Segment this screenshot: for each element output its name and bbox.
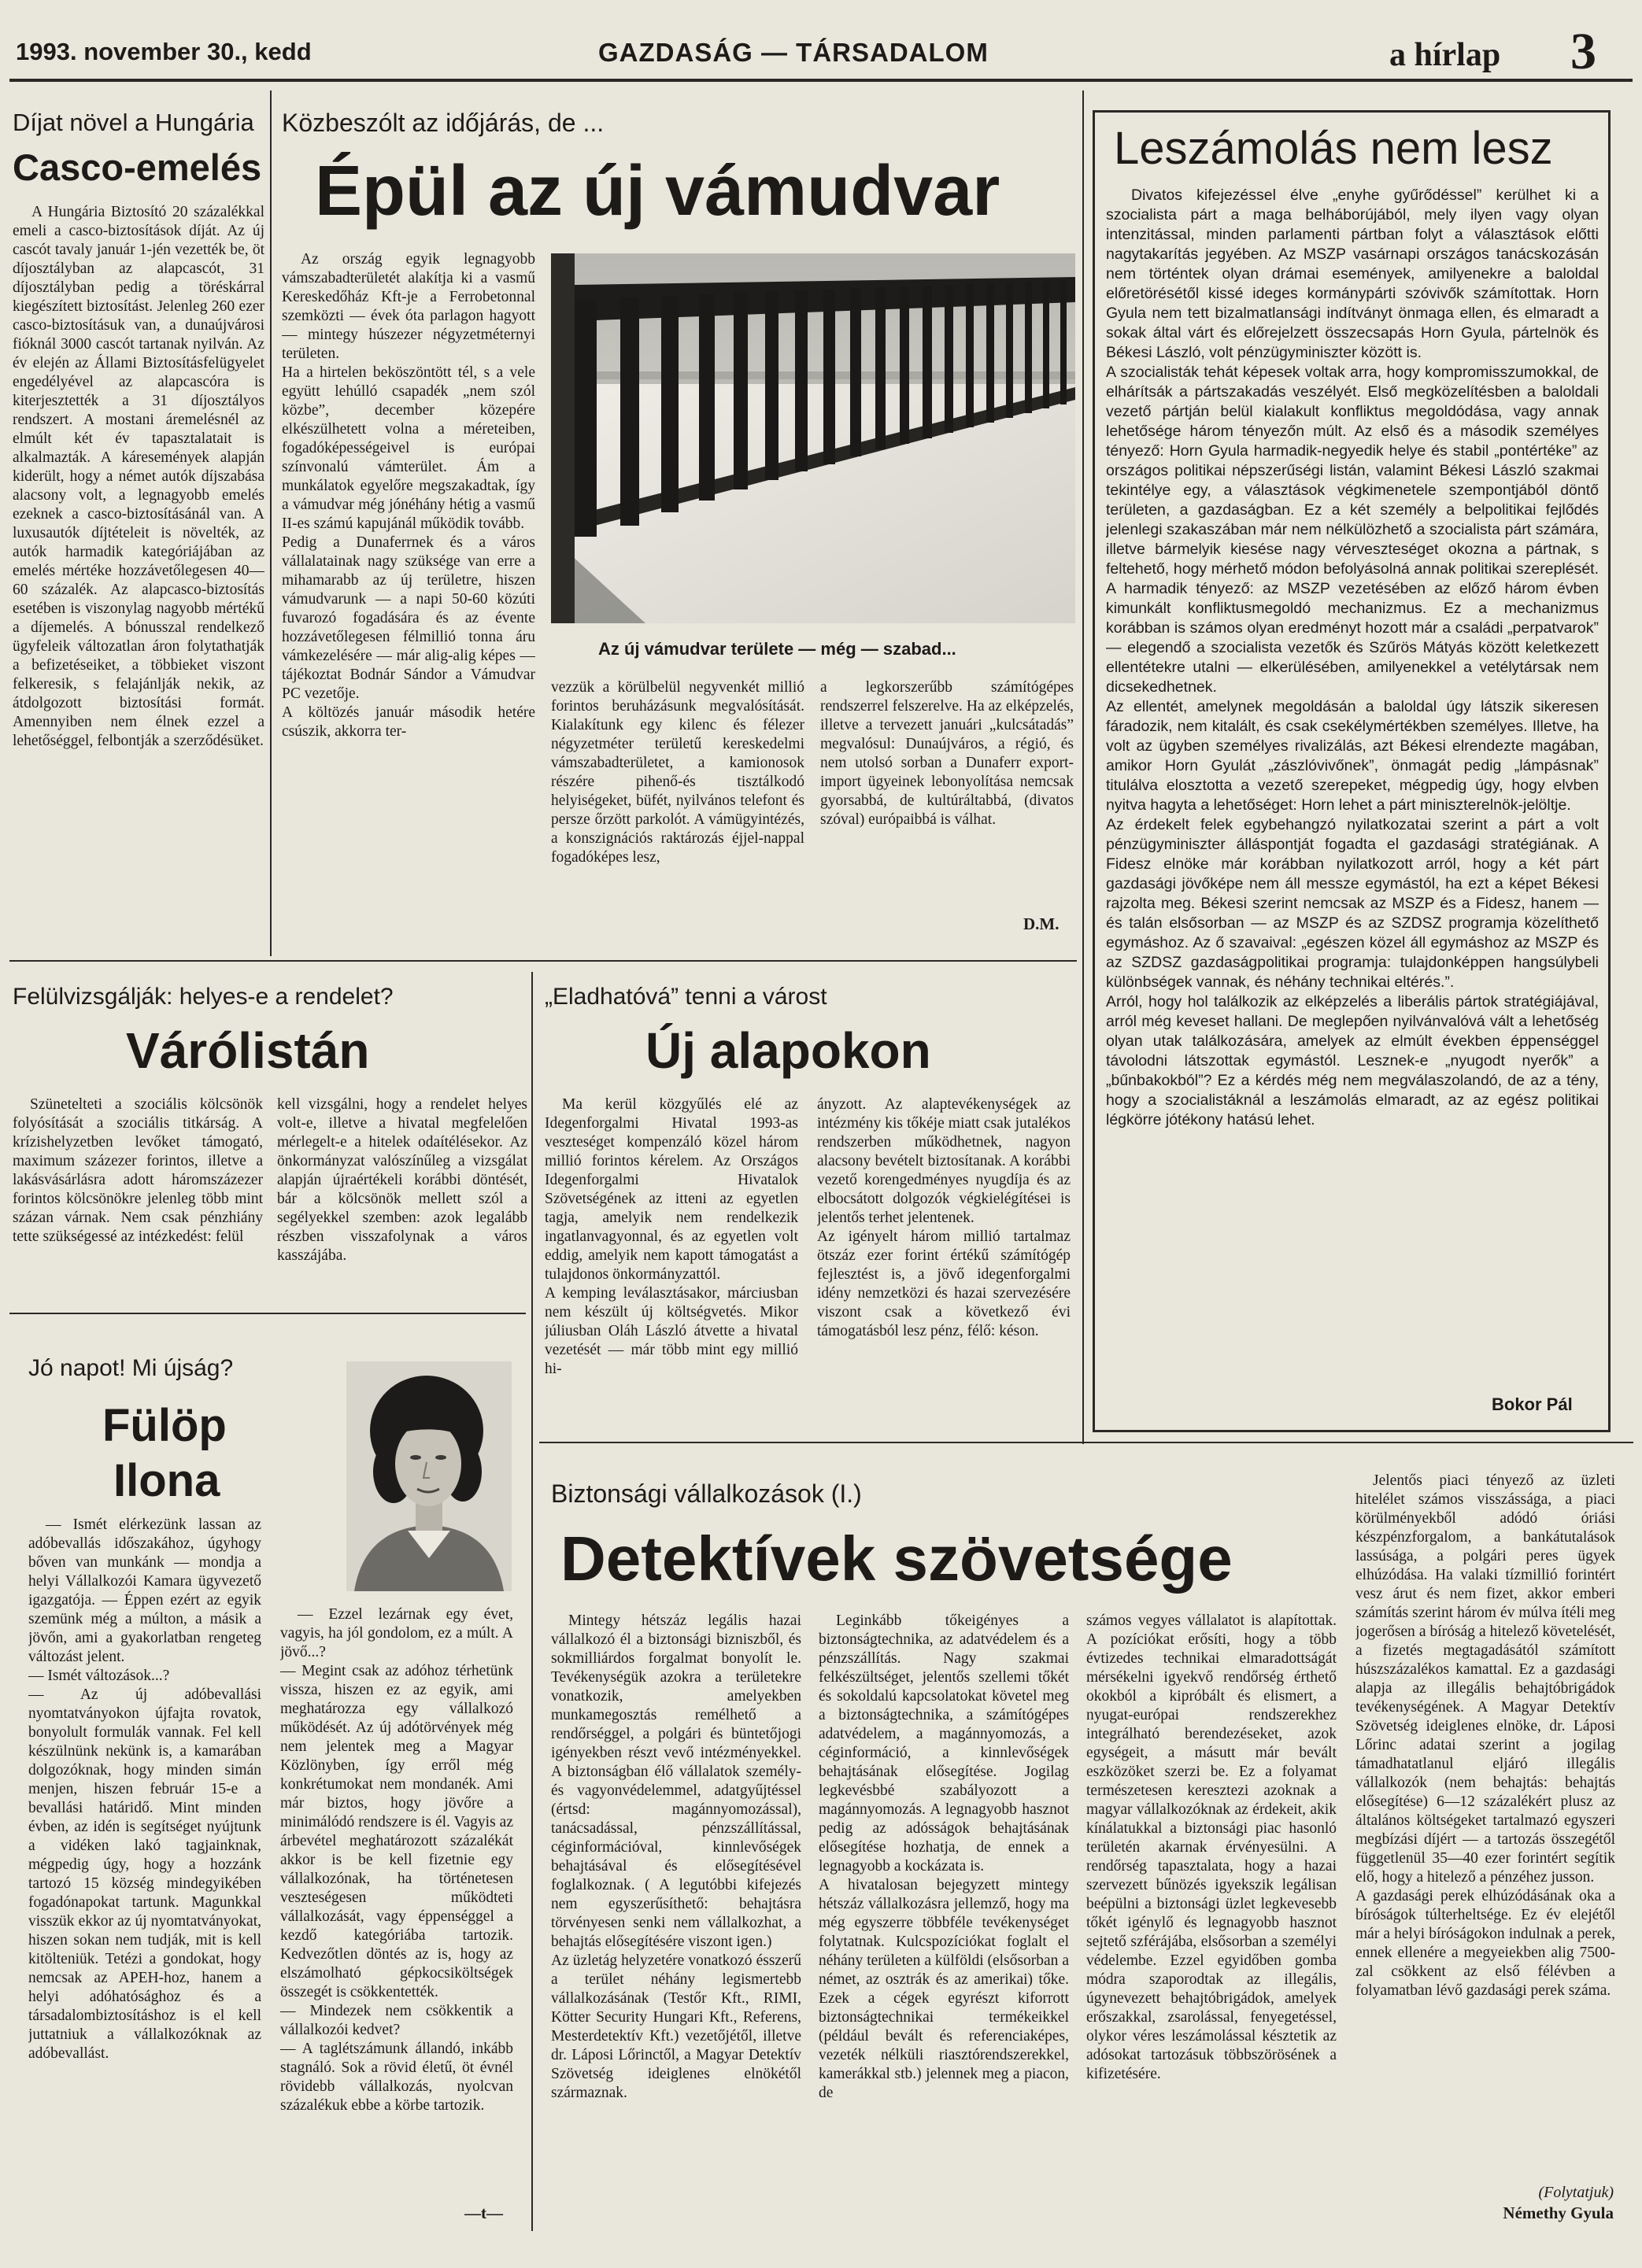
varolistan-kicker: Felülvizsgálják: helyes-e a rendelet? xyxy=(13,984,394,1010)
detektivek-headline: Detektívek szövetsége xyxy=(560,1524,1233,1594)
varolistan-col2: kell vizsgálni, hogy a rendelet helyes volt-e, illetve a hivatal megfelelően mérlegelt-e a hitelek odaítélésekor. Az önkormányzat valószínűleg a vizsgálat alapján újraértékeli korábbi döntését, bár a kölcsönök mellett szól a segélyekkel szemben: azok legalább részben visszafolynak a város kasszájába. xyxy=(277,1096,527,1264)
interview-kicker: Jó napot! Mi újság? xyxy=(28,1355,234,1381)
section-rule-detektivek xyxy=(539,1442,1633,1443)
ujalapokon-col1: Ma kerül közgyűlés elé az Idegenforgalmi Hivatal 1993-as veszteséget kompenzáló közel három millió forintos kérelem. Az Országos Idegenforgalmi Hivatalok Szövetségének az itteni az egyetlen tagja, amelyik nem rendelkezik ingatlanvagyonnal, és az egyetlen volt eddig, amelyik nem kapott támogatást a tulajdonos önkormányzattól. A kemping leválasztásakor, márciusban nem készült új költségvetés. Mikor júliusban Oláh László átvette a hivatal vezetését — már több mint egy millió hi- xyxy=(545,1096,798,1377)
masthead-section: GAZDASÁG — TÁRSADALOM xyxy=(598,38,989,67)
leszamolas-body: Divatos kifejezéssel élve „enyhe gyűrődéssel” kerülhet ki a szocialista párt a maga belháborújából, mely ilyen vagy olyan intenzitással, minden parlamenti pártban folyt a választások előtti nagytakarítás jegyében. Az MSZP vasárnapi országos tanácskozásán nem történtek olyan drámai események, amilyenekre a baloldal előretörésétől kissé ideges kormánypárti szóvivők számítottak. Horn Gyula nem tett bizalmatlansági indítványt önmaga ellen, és elmaradt a sokak által várt és előrejelzett összecsapás Horn Gyula, pártelnök és Békesi László, volt pénzügyminiszter között is. A szocialisták tehát képesek voltak arra, hogy kompromisszumokkal, de elhárítsák a pártszakadás veszélyét. Első megközelítésben a baloldali vezető pártján belül kialakult konfliktus megoldódása, vagy annak lehetősége három tényezőn múlt. Az első és a második személyes tényező: Horn Gyula harmadik-negyedik helye és stabil „pontértéke” az országos politikai népszerűségi listán, valamint Békesi László szakmai tekintélye egy, a választások végkimenetele szempontjából döntő területen, a gazdaságban. Ez a két személy a belpolitikai fejlődés jelenlegi szakaszában már nem nélkülözhető a szocialista párt számára, illetve bármelyik kiesése nagy vérveszteséget okozna a pártnak, s feltehető, hogy mérhető módon befolyásolná annak politikai szereplését. A harmadik tényező: az MSZP vezetésében az előző három évben kimunkált konfliktusmegoldó mechanizmus. Ez a mechanizmus korábban is számos olyan eredményt hozott már a családi „perpatvarok” — elegendő a szocialista vezetők és Szűrös Mátyás között keletkezett ellentétekre utalni — elkerülésében, amilyenekkel a vetélytársak nem dicsekedhetnek. Az ellentét, amelynek megoldásán a baloldal úgy látszik sikeresen fáradozik, nem kitalált, és csak csekélymértékben személyes. Illetve, ha volt az ügyben személyes rivalizálás, azt Békesi elrendezte magában, amikor Horn Gyulát „zászlóvivőnek”, önmagát pedig „lámpásnak” titulálva elosztotta a vezető szerepeket, mégpedig úgy, hogy elvben nyitva hagyta a lehetőséget: Horn lehet a párt miniszterelnök-jelöltje. Az érdekelt felek egybehangzó nyilatkozatai szerint a párt a volt pénzügyminiszter álláspontját fogadta el gazdasági stratégiának. A Fidesz elnöke már korábban nyilatkozott arról, hogy a két párt gazdasági jövőképe nem áll messze egymástól, ha ezt a képet Békesi rajzolta meg. Békesi szerint nemcsak az MSZP és a Fidesz, hanem — és talán elsősorban — az MSZP és az SZDSZ programja közelíthető egymáshoz. Az ő szavaival: „egészen közel áll egymáshoz az MSZP és az SZDSZ gazdaságpolitikai programja: tulajdonképpen hangsúlybeli különbségek vannak, és néhány technikai eltérés.”. Arról, hogy hol találkozik az elképzelés a liberális pártok stratégiájával, arról még keveset hallani. De meglepően nyilvánvalóvá vált a lehetőség olyan utak találkozására, amelyek az elmúlt években éppenséggel távolodni látszottak egymástól. Lesznek-e „nyugodt nyerők” a „bűnbakokból”? Ez a kérdés még nem megválaszolandó, de az a tény, hogy a szocialistáknál a leszámolás elmaradt, az az egész politikai légkörre jótékony hatású lehet. xyxy=(1106,187,1599,1128)
vamudvar-photo-caption: Az új vámudvar területe — még — szabad... xyxy=(598,639,956,659)
section-rule-interview xyxy=(9,1313,526,1314)
detektivek-col4: Jelentős piaci tényező az üzleti hitelélet számos visszássága, a piaci körülményekből adódó óriási készpénzforgalom, a bankátutalások lassúsága, a polgári peres ügyek elhúzódása. Ha valaki tízmillió forintért vesz árut és nem fizet, akkor emberi számítás szerint három év múlva ítéli meg jogerősen a bíróság a hitelező követelését, a fizetés megtagadásától számított húszszázalékos kamattal. Ez a gazdasági alapja az illegális behajtóbrigádok tevékenységének. A Magyar Detektív Szövetség ideiglenes elnöke, dr. Láposi Lőrinc adatai szerint a jogilag támadhatatlanul eljáró illegális vállalkozók (nem behajtás: behajtás elősegítése) 6—12 százalékért plusz az általános költségeket tartalmazó egyszeri megbízási díjért — a tartozás összegétől függetlenül 35—40 ezer forintért segítik elő, hogy a hitelező a pénzéhez jusson. A gazdasági perek elhúzódásának oka a bíróságok túlterheltsége. Ez év elejétől már a helyi bíróságokon indulnak a perek, ennek ellenére a megyeiekben alig 7500-zal csökkent az első félévben a folyamatban lévő gazdasági perek száma. xyxy=(1355,1472,1615,1999)
detektivek-continued: (Folytatjuk) xyxy=(1538,2184,1614,2201)
vamudvar-col3: a legkorszerűbb számítógépes rendszerrel felszerelve. Ha az elképzelés, illetve a tervezett januári „kulcsátadás” megvalósul: Dunaújváros, a régió, és nem utolsó sorban a Dunaferr export-import ügyeinek lebonyolítása nemcsak gyorsabbá, de kultúráltabbá, (divatos szóval) európaibbá is válhat. xyxy=(820,679,1074,828)
interview-name-line1: Fülöp xyxy=(102,1400,227,1451)
column-rule-varolistan xyxy=(531,972,533,2231)
casco-body: A Hungária Biztosító 20 százalékkal emeli a casco-biztosítások díját. Az új cascót tavaly január 1-jén vezették be, öt díjosztályban az alapcascót, 31 díjosztályban pedig a töréskárral kiegészített biztosítást. Jelenleg 260 ezer casco-biztosításuk van, a dunaújvárosi fióknál 3000 cascót tartanak nyilván. Az év elején az Állami Biztosításfelügyelet engedélyével az alapcascóra is kiterjesztették a 31 díjosztályos rendszert. A mostani áremelésnél az elmúlt két év tapasztalatait is alkalmazták. A káresemények alapján kiderült, hogy a német autók díjszabása alacsony volt, a legnagyobb emelés ezeknek a casco-biztosításánál van. A luxusautók díjtételeit is növelték, az autók harmadik kategóriájában az emelés mértéke hozzávetőlegesen 40—60 százalék. Az alapcasco-biztosítás esetében is viszonylag nagyobb mértékű a díjemelés. A bónusszal rendelkező ügyfeleik változatlan áron folytathatják a befizetéseiket, a többieket viszont felkeresik, s felajánlják nekik, az átdolgozott biztosítási formát. Amennyiben nem élnek ezzel a lehetőséggel, felbontják a szerződésüket. xyxy=(13,204,264,749)
gate-photo-illustration xyxy=(551,253,1075,623)
masthead-page-number: 3 xyxy=(1570,23,1596,77)
detektivek-col2: Leginkább tőkeigényes a biztonságtechnika, az adatvédelem és a pénzszállítás. Nagy szakmai felkészültséget, jelentős szellemi tőkét és sokoldalú kapcsolatokat követel meg a biztonságtechnika, a számítógépes adatvédelem, a magánnyomozás, a céginformáció, a kinnlevőségek behajtásának elősegítése. Jogilag legkevésbbé szabályozott a magánnyomozás. A legnagyobb hasznot pedig az adósságok behajtásának elősegítése hozhatja, de ennek a legnagyobb a kockázata is. A hivatalosan bejegyzett mintegy hétszáz vállalkozásra jellemző, hogy ma még egyszerre többféle tevékenységet folytatnak. Kulcspozíciókat foglalt el néhány területen a külföldi (elsősorban a német, az osztrák és az amerikai) tőke. Ezek a cégek egyrészt kiforrott biztonságtechnikai termékeikkel (például bevált és referenciaképes, vezeték nélküli riasztórendszerekkel, kamerákkal stb.) jelennek meg a piacon, de xyxy=(819,1612,1069,2101)
varolistan-headline: Várólistán xyxy=(126,1022,370,1079)
detektivek-col1: Mintegy hétszáz legális hazai vállalkozó él a biztonsági bizniszből, és sokmilliárdos forgalmat bonyolít le. Tevékenységük azokra a területekre vonatkozik, amelyekben munkamegosztás remélhető a rendőrséggel, a polgári és büntetőjogi igényekben részt vevő intézményekkel. A biztonságban élő vállalatok személy- és vagyonvédelemmel, adatgyűjtéssel (értsd: magánnyomozással), tanácsadással, pénzszállítással, céginformációval, kinnlevőségek behajtásával és elősegítésével foglalkoznak. ( A legutóbbi kifejezés nem egyszerűsíthető: behajtásra törvényesen senki nem vállalkozhat, a behajtás elősegítésére viszont igen.) Az üzletág helyzetére vonatkozó ésszerű a terület néhány legismertebb vállalkozásának (Testőr Kft., RIMI, Kötter Security Hungari Kft., Referens, Mesterdetektív Kft.) vezetőjétől, illetve dr. Láposi Lőrinctől, a Magyar Detektív Szövetség ideiglenes elnökétől származnak. xyxy=(551,1612,801,2101)
column-rule-left xyxy=(270,90,272,956)
vamudvar-col2: vezzük a körülbelül negyvenkét millió forintos beruházásunk megvalósítását. Kialakítunk egy kilenc és félezer négyzetméter területű kereskedelmi vámszabadterületet, a kamionosok részére pihenő-és tisztálkodó helyiségeket, büfét, nyilvános telefont és persze őrzött parkolót. A vámügyintézés, a konszignációs raktározás éjjel-nappal fogadóképes lesz, xyxy=(551,679,804,866)
ujalapokon-headline: Új alapokon xyxy=(645,1022,931,1079)
masthead-paper-name: a hírlap xyxy=(1389,37,1501,72)
leszamolas-byline: Bokor Pál xyxy=(1492,1394,1573,1414)
column-rule-right xyxy=(1082,90,1084,1444)
vamudvar-photo xyxy=(551,253,1075,623)
interview-col1: — Ismét elérkezünk lassan az adóbevallás időszakához, úgyhogy bőven van munkánk — mondja a helyi Vállalkozói Kamara ügyvezető igazgatója. — Éppen ezért az egyik szemünk még a múlton, a másik a jövőn, ami a gyakorlatban rengeteg változást jelent. — Ismét változások...? — Az új adóbevallási nyomtatványokon újfajta rovatok, bonyolult formulák vannak. Fel kell készülnünk nekünk is, a kamarában dolgozóknak, hogy minden simán menjen, hiszen február 15-e a bevallási határidő. Mint minden évben, az idén is segítséget nyújtunk a vidéken lakó tagjainknak, mégpedig úgy, hogy a hozzánk tartozó 15 község mindegyikében fogadónapokat tartunk. Magunkkal visszük ekkor az új nyomtatványokat, hiszen sokan nem tudják, mit is kell kitölteniük. Tetézi a gondokat, hogy nemcsak az APEH-hoz, hanem a helyi adóhatósághoz és a társadalombiztosításhoz is el kell juttatniuk a vállalkozóknak az adóbevallást. xyxy=(28,1516,261,2062)
portrait-illustration xyxy=(346,1361,512,1591)
interview-signature: —t— xyxy=(464,2203,503,2222)
section-rule-mid xyxy=(9,960,1077,962)
casco-headline: Casco-emelés xyxy=(13,146,262,188)
interview-name-line2: Ilona xyxy=(113,1455,220,1506)
vamudvar-kicker: Közbeszólt az időjárás, de ... xyxy=(282,109,605,137)
leszamolas-headline: Leszámolás nem lesz xyxy=(1114,123,1553,174)
detektivek-byline: Némethy Gyula xyxy=(1503,2203,1614,2222)
interview-col2: — Ezzel lezárnak egy évet, vagyis, ha jól gondolom, ez a múlt. A jövő...? — Megint csak az adóhoz térhetünk vissza, hiszen ez az egyik, ami meghatározza egy vállalkozó működését. Az új adótörvények még nem jelentek meg a Magyar Közlönyben, így erről még konkrétumokat nem mondanék. Ami már biztos, hogy jövőre a minimálódó rendszere is él. Vagyis az árbevétel meghatározott százalékát akkor is be kell fizetnie egy vállalkozónak, ha történetesen veszteségesen működteti vállalkozását, vagy éppenséggel a kezdő kategóriába tartozik. Kedvezőtlen döntés az is, hogy az elszámolható gépkocsiköltségek összegét is csökkentették. — Mindezek nem csökkentik a vállalkozói kedvet? — A taglétszámunk állandó, inkább stagnáló. Sok a rövid életű, öt évnél rövidebb vállalkozás, nyolcvan százalékuk ebbe a körbe tartozik. xyxy=(280,1606,513,2114)
vamudvar-col1: Az ország egyik legnagyobb vámszabadterületét alakítja ki a vasmű Kereskedőház Kft-je a Ferrobetonnal szemközti — évek óta parlagon hagyott — mintegy húszezer négyzetméternyi területen. Ha a hirtelen beköszöntött tél, s a vele együtt lehúlló csapadék „nem szól közbe”, december közepére elkészülhetett volna a méreteiben, fogadóképességeivel is európai színvonalú vámterület. Ám a munkálatok egyelőre megszakadtak, így a vámudvar még jónéhány hétig a vasmű II-es számú kapujánál működik tovább. Pedig a Dunaferrnek és a város vállalatainak nagy szüksége van erre a mihamarabb az új területre, hiszen vámudvarunk — a napi 50-60 közúti fuvarozó fogadására és az évente hozzávetőlegesen félmillió tonna áru vámkezelésére — már alig-alig képes — tájékoztat Bodnár Sándor a Vámudvar PC vezetője. A költözés január második hetére csúszik, akkorra ter- xyxy=(282,251,535,740)
masthead-date: 1993. november 30., kedd xyxy=(16,38,312,65)
ujalapokon-kicker: „Eladhatóvá” tenni a várost xyxy=(545,984,827,1010)
vamudvar-headline: Épül az új vámudvar xyxy=(315,152,1000,231)
interview-portrait xyxy=(346,1361,512,1591)
ujalapokon-col2: ányzott. Az alaptevékenységek az intézmény kis tőkéje miatt csak jutalékos rendszerben működhetnek, nagyon alacsony bevételt biztosítanak. A korábbi vezető korengedményes nyugdíja és az elbocsátott dolgozók végkielégítései is jelentős terhet jelentenek. Az igényelt három millió tartalmaz ötszáz ezer forint értékű számítógép fejlesztést is, a jövő idegenforgalmi idény nemzetközi és hazai szervezésére viszont csak a következő évi támogatásból lesz pénz, félő: késon. xyxy=(817,1096,1071,1339)
masthead-rule xyxy=(9,79,1633,82)
varolistan-col1: Szünetelteti a szociális kölcsönök folyósítását a szociális titkárság. A krízishelyzetben levőket támogató, maximum százezer forintos, illetve a lakásvásárlásra adott háromszázezer forintos kölcsönökre jelenleg több mint százan várnak. Nem csak pénzhiány tette szükségessé az intézkedést: felül xyxy=(13,1096,263,1245)
detektivek-col3: számos vegyes vállalatot is alapítottak. A pozíciókat erősíti, hogy a több évtizedes technikai elmaradottságát mérsékelni igyekvő rendőrség érthető okokból a kipróbált és elismert, a nyugat-európai rendszerekhez integrálható berendezéseket, azok egységeit, a másutt már bevált eszközöket szerzi be. Ez a folyamat természetesen keresztezi azoknak a magyar vállalkozóknak az érdekeit, akik kínálatukkal a biztonsági piac hasonló területén akarnak érvényesülni. A rendőrség tapasztalata, hogy a hazai szervezett bűnözés igyekszik legálisan beépülni a biztonsági üzlet legkevesebb tőkét igénylő és legnagyobb hasznot sejtető szférájába, elsősorban a személyi védelembe. Ezzel egyidőben gomba módra szaporodtak az illegális, úgynevezett behajtóbrigádok, amelyek erőszakkal, zsarolással, fenyegetéssel, olykor véres leszámolással késztetik az adósokat tartozásuk többszörösének a kifizetésére. xyxy=(1086,1612,1337,2082)
vamudvar-byline: D.M. xyxy=(1023,914,1060,933)
detektivek-kicker: Biztonsági vállalkozások (I.) xyxy=(551,1479,862,1508)
casco-kicker: Díjat növel a Hungária xyxy=(13,109,254,136)
